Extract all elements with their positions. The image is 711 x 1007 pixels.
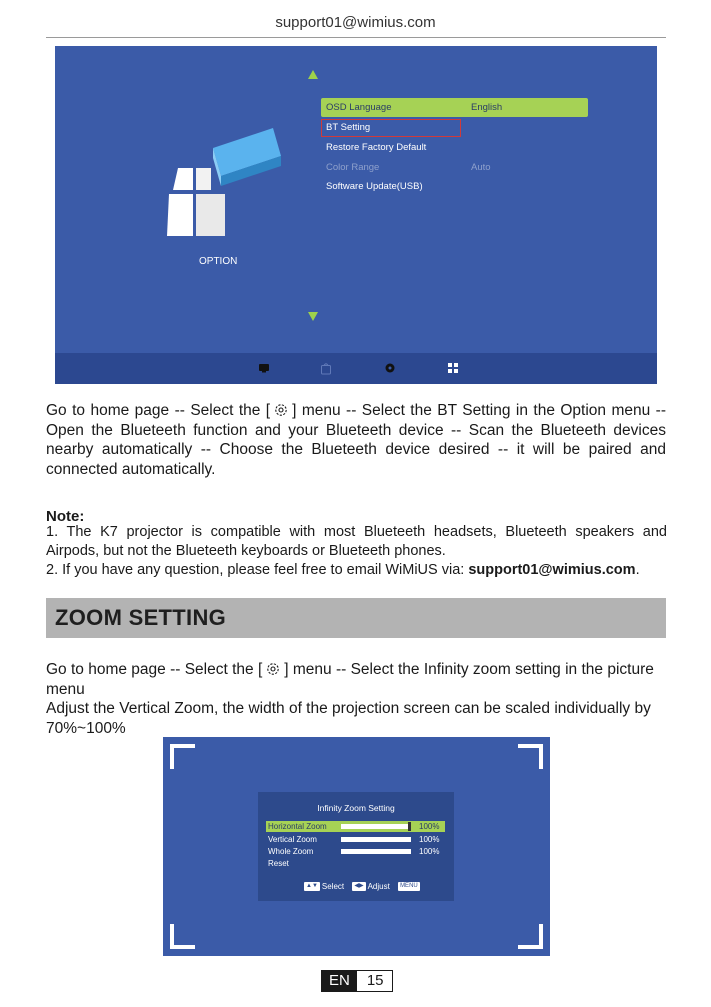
bt-instructions-paragraph (46, 401, 666, 479)
menu-item-software-update (321, 177, 588, 196)
footer-select-label: Select (321, 882, 345, 891)
zoom-section-header (46, 598, 666, 638)
bt-instructions-part1: Go to home page -- Select the [ (46, 402, 271, 419)
scroll-up-arrow-icon (308, 70, 318, 79)
leftright-key-icon: ◀▶ (354, 883, 364, 890)
corner-bracket-bottom-left (170, 924, 195, 949)
note-line-2 (46, 561, 667, 580)
gear-icon (265, 661, 281, 677)
zoom-instructions-part-b: ] menu -- Select the Infinity zoom setting in the picture menu (46, 661, 654, 698)
circle-icon (384, 362, 396, 374)
gear-icon (273, 402, 289, 418)
home-taskbar (55, 353, 657, 384)
page-header-email: support01@wimius.com (275, 14, 436, 31)
corner-bracket-top-left (170, 744, 195, 769)
zoom-row-label: Reset (268, 859, 289, 868)
page-number-marker (321, 970, 393, 992)
vertical-zoom-paragraph: Adjust the Vertical Zoom, the width of the projection screen can be scaled individually by 70%~100% (46, 700, 651, 737)
bag-icon (320, 362, 332, 375)
note-line-1: 1. The K7 projector is compatible with most Blueteeth headsets, Blueteeth speakers and Airpods, but not the Blueteeth keyboards or Blueteeth phones. (46, 524, 667, 559)
menu-item-label: OSD Language (326, 102, 392, 113)
zoom-slider-knob (408, 822, 411, 831)
zoom-slider-bar (341, 849, 411, 854)
infinity-zoom-panel (258, 792, 454, 901)
menu-item-label: BT Setting (321, 119, 461, 137)
zoom-row-horizontal (266, 821, 445, 832)
note-title: Note: (46, 508, 85, 525)
zoom-instructions-paragraph (46, 660, 666, 699)
zoom-row-value: 100% (419, 835, 440, 844)
menu-key-icon: MENU (400, 883, 418, 890)
zoom-row-value: 100% (419, 822, 440, 831)
zoom-slider-bar (341, 837, 411, 842)
menu-item-label: Color Range (326, 162, 380, 173)
menu-item-bt-setting (321, 119, 588, 138)
corner-bracket-top-right (518, 744, 543, 769)
zoom-row-label: Vertical Zoom (268, 835, 317, 844)
header-divider (46, 37, 666, 38)
menu-item-label: Restore Factory Default (326, 142, 427, 153)
page-number: 15 (366, 972, 384, 989)
updown-key-icon: ▲▼ (306, 883, 318, 890)
corner-bracket-bottom-right (518, 924, 543, 949)
language-code: EN (322, 971, 357, 991)
scroll-down-arrow-icon (308, 312, 318, 321)
section-title: ZOOM SETTING (55, 605, 227, 630)
zoom-row-whole (266, 846, 445, 857)
option-category-label: OPTION (199, 256, 238, 267)
apps-grid-icon (447, 362, 459, 374)
tv-icon (258, 362, 270, 374)
option-menu-screenshot (55, 46, 657, 384)
zoom-row-value: 100% (419, 847, 440, 856)
zoom-row-vertical (266, 834, 445, 845)
menu-item-value: Auto (471, 162, 491, 173)
footer-adjust-label: Adjust (367, 882, 390, 891)
menu-item-osd-language (321, 98, 588, 117)
menu-item-restore-factory-default (321, 138, 588, 157)
note-line-2-prefix: 2. If you have any question, please feel free to email WiMiUS via: (46, 562, 469, 578)
zoom-row-reset (266, 858, 445, 869)
zoom-slider-bar (341, 824, 411, 829)
zoom-panel-footer (298, 882, 422, 891)
option-tiles-icon (163, 128, 283, 240)
menu-item-color-range (321, 158, 588, 177)
menu-item-value: English (471, 102, 503, 113)
zoom-panel-title: Infinity Zoom Setting (317, 803, 395, 813)
support-email-link: support01@wimius.com (468, 562, 636, 578)
zoom-row-label: Whole Zoom (268, 847, 314, 856)
menu-item-label: Software Update(USB) (326, 181, 423, 192)
zoom-setting-screenshot (163, 737, 550, 956)
bt-instructions-part2: ] menu -- Select the BT Setting in the Option menu -- Open the Blueteeth function and your Blueteeth device -- Scan the Blueteeth devices nearby automatically -- Choose the Blueteeth device desired -- it will be paired and connected automatically. (46, 402, 666, 478)
zoom-row-label: Horizontal Zoom (268, 822, 327, 831)
zoom-instructions-part-a: Go to home page -- Select the [ (46, 661, 263, 678)
note-line-2-suffix: . (635, 562, 640, 578)
